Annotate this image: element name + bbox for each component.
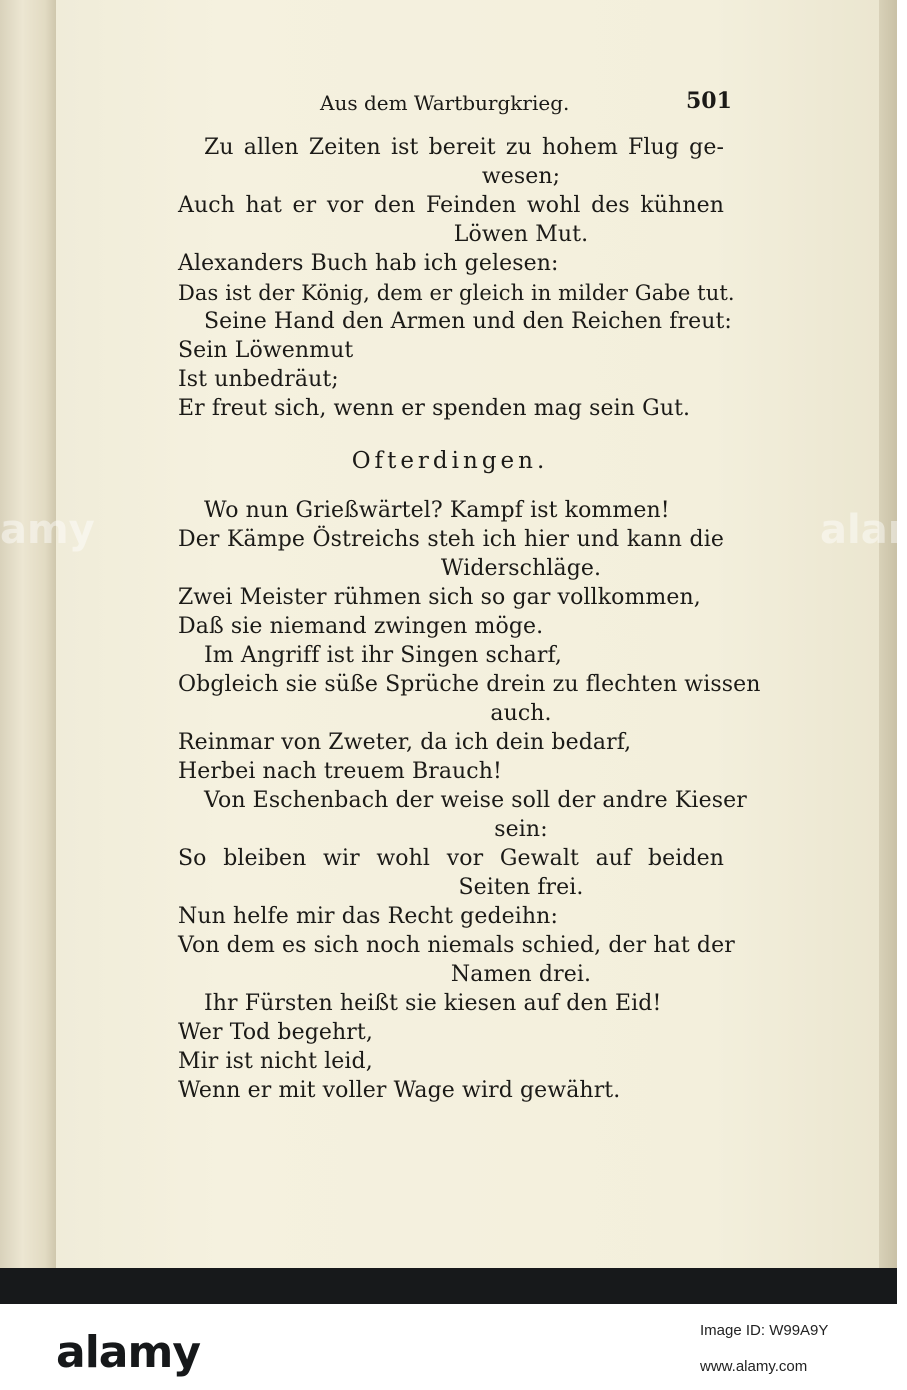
- verse-line: Alexanders Buch hab ich gelesen:: [178, 251, 559, 276]
- verse-line: Daß sie niemand zwingen möge.: [178, 614, 544, 639]
- verse-line: Das ist der König, dem er gleich in milder Gabe tut.: [178, 281, 735, 305]
- watermark-bar: [0, 1318, 897, 1390]
- section-heading: Ofterdingen.: [351, 448, 549, 474]
- verse-line: Wer Tod begehrt,: [178, 1020, 373, 1045]
- verse-line: Namen drei.: [450, 962, 592, 987]
- verse-line: Von dem es sich noch niemals schied, der hat der: [178, 933, 735, 958]
- verse-line: Obgleich sie süße Sprüche drein zu flechten wissen: [178, 672, 761, 697]
- verse-line: Widerschläge.: [440, 556, 602, 581]
- watermark-overlay-text: amy: [0, 507, 95, 553]
- verse-line: Mir ist nicht leid,: [178, 1049, 373, 1074]
- verse-line: Löwen Mut.: [453, 222, 589, 247]
- verse-line: Wo nun Grießwärtel? Kampf ist kommen!: [204, 498, 670, 523]
- verse-line: Reinmar von Zweter, da ich dein bedarf,: [178, 730, 632, 755]
- verse-line: Seiten frei.: [458, 875, 584, 900]
- watermark-url: www.alamy.com: [700, 1358, 808, 1375]
- verse-line: Ihr Fürsten heißt sie kiesen auf den Eid!: [204, 991, 662, 1016]
- image-id: Image ID: W99A9Y: [700, 1322, 829, 1339]
- verse-line: auch.: [490, 701, 552, 726]
- verse-line: Zu allen Zeiten ist bereit zu hohem Flug ge-: [204, 135, 724, 160]
- book-cover-strip: [0, 1268, 897, 1304]
- verse-line: Der Kämpe Östreichs steh ich hier und kann die: [178, 527, 724, 552]
- verse-line: Er freut sich, wenn er spenden mag sein Gut.: [178, 396, 691, 421]
- verse-line: So bleiben wir wohl vor Gewalt auf beiden: [178, 846, 724, 871]
- verse-line: Von Eschenbach der weise soll der andre Kieser: [204, 788, 747, 813]
- running-head: Aus dem Wartburgkrieg.: [320, 91, 570, 115]
- verse-line: Wenn er mit voller Wage wird gewährt.: [178, 1078, 621, 1103]
- page-edge: [879, 0, 897, 1268]
- verse-line: Herbei nach treuem Brauch!: [178, 759, 502, 784]
- watermark-overlay-text: alar: [820, 507, 907, 553]
- verse-line: Seine Hand den Armen und den Reichen freut:: [204, 309, 732, 334]
- alamy-logo: alamy: [56, 1327, 200, 1378]
- verse-line: Nun helfe mir das Recht gedeihn:: [178, 904, 558, 929]
- book-spine: [0, 0, 57, 1268]
- verse-line: Im Angriff ist ihr Singen scharf,: [204, 643, 562, 668]
- verse-line: Auch hat er vor den Feinden wohl des kühnen: [178, 193, 724, 218]
- verse-line: Zwei Meister rühmen sich so gar vollkommen,: [178, 585, 701, 610]
- verse-line: sein:: [494, 817, 548, 842]
- page-number: 501: [686, 88, 732, 114]
- verse-line: wesen;: [481, 164, 561, 189]
- verse-line: Sein Löwenmut: [178, 338, 354, 363]
- verse-line: Ist unbedräut;: [178, 367, 339, 392]
